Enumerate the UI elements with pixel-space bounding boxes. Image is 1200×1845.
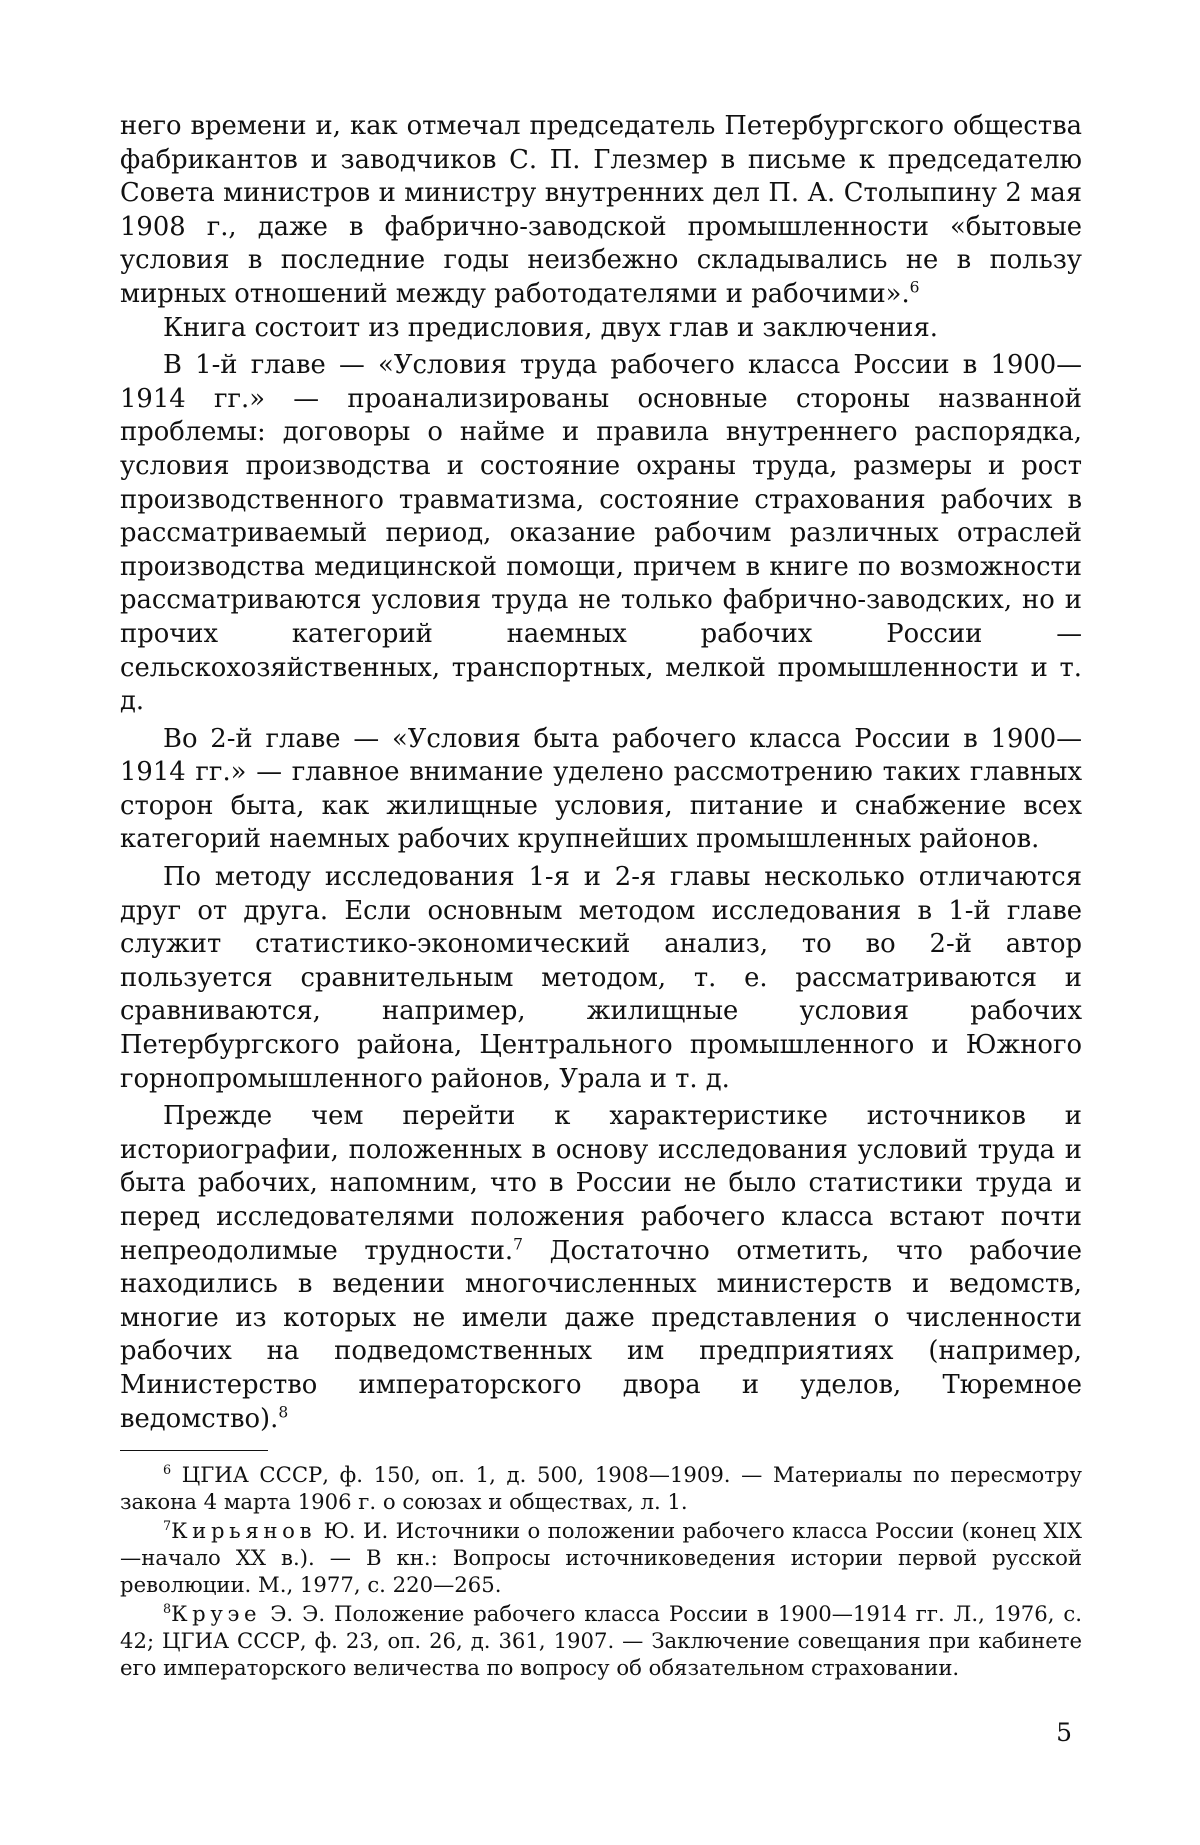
footnote-ref: 6 — [909, 278, 920, 297]
footnote-ref: 8 — [278, 1402, 289, 1421]
footnote — [120, 1517, 1082, 1598]
paragraph-text: него времени и, как отмечал председатель Петербургского общества фабрикантов и заводчиков С. П. Глезмер в письме к председателю Совета министров и министру внутренних дел П. А. Столыпину 2 мая 1908 г., даже в фабрично-заводской промышленности «бытовые условия в последние годы неизбежно складывались не в пользу мирных отношений между работодателями и рабочими». — [120, 111, 1082, 309]
paragraph-chapter-2: Во 2-й главе — «Условия быта рабочего класса России в 1900—1914 гг.» — главное внимание уделено рассмотрению таких главных сторон быта, как жилищные условия, питание и снабжение всех категорий наемных рабочих крупнейших промышленных районов. — [120, 723, 1082, 855]
page-number: 5 — [1056, 1718, 1072, 1747]
footnote-mark: 6 — [163, 1462, 172, 1478]
paragraph-text: Достаточно отметить, что рабочие находились в ведении многочисленных министерств и ведомств, многие из которых не имели даже представления о численности рабочих на подведомственных им предприятиях (например, Министерство императорского двора и уделов, Тюремное ведомство). — [120, 1235, 1082, 1434]
footnote-text: Э. Э. Положение рабочего класса России в 1900—1914 гг. Л., 1976, с. 42; ЦГИА СССР, ф. 23, оп. 26, д. 361, 1907. — Заключение совещания при кабинете его императорского величества по вопросу об обязательном страховании. — [120, 1601, 1082, 1681]
paragraph-book-structure: Книга состоит из предисловия, двух глав и заключения. — [163, 312, 938, 343]
footnote-divider — [120, 1450, 268, 1451]
footnote-author: Круэе — [171, 1601, 262, 1627]
footnote-ref: 7 — [513, 1235, 523, 1253]
footnote — [120, 1600, 1082, 1681]
paragraph-method: По методу исследования 1-я и 2-я главы несколько отличаются друг от друга. Если основным методом исследования в 1-й главе служит статистико-экономический анализ, то во 2-й автор пользуется сравнительным методом, т. е. рассматриваются и сравниваются, например, жилищные условия рабочих Петербургского района, Центрального промышленного и Южного горнопромышленного районов, Урала и т. д. — [120, 862, 1082, 1094]
paragraph-continuation — [120, 110, 1082, 312]
footnote-mark: 8 — [163, 1601, 172, 1617]
footnotes — [120, 1461, 1082, 1681]
footnote-mark: 7 — [163, 1518, 172, 1534]
footnote-text: Ю. И. Источники о положении рабочего класса России (конец XIX—начало XX в.). — В кн.: Вопросы источниковедения истории первой русской революции. М., 1977, с. 220—265. — [120, 1518, 1082, 1598]
footnote-author: Кирьянов — [171, 1518, 317, 1544]
paragraph-sources — [120, 1100, 1082, 1436]
paragraph-chapter-1: В 1-й главе — «Условия труда рабочего класса России в 1900—1914 гг.» — проанализированы основные стороны названной проблемы: договоры о найме и правила внутреннего распорядка, условия производства и состояние охраны труда, размеры и рост производственного травматизма, состояние страхования рабочих в рассматриваемый период, оказание рабочим различных отраслей производства медицинской помощи, причем в книге по возможности рассматриваются условия труда не только фабрично-заводских, но и прочих категорий наемных рабочих России — сельскохозяйственных, транспортных, мелкой промышленности и т. д. — [120, 350, 1082, 717]
book-page — [120, 110, 1082, 1683]
footnote-text: ЦГИА СССР, ф. 150, оп. 1, д. 500, 1908—1909. — Материалы по пересмотру закона 4 марта 1906 г. о союзах и обществах, л. 1. — [120, 1462, 1082, 1515]
footnote — [120, 1461, 1082, 1515]
paragraph-text: Прежде чем перейти к характеристике источников и историографии, положенных в основу исследования условий труда и быта рабочих, напомним, что в России не было статистики труда и перед исследователями положения рабочего класса встают почти непреодолимые трудности. — [120, 1101, 1082, 1266]
main-text — [120, 110, 1082, 1436]
